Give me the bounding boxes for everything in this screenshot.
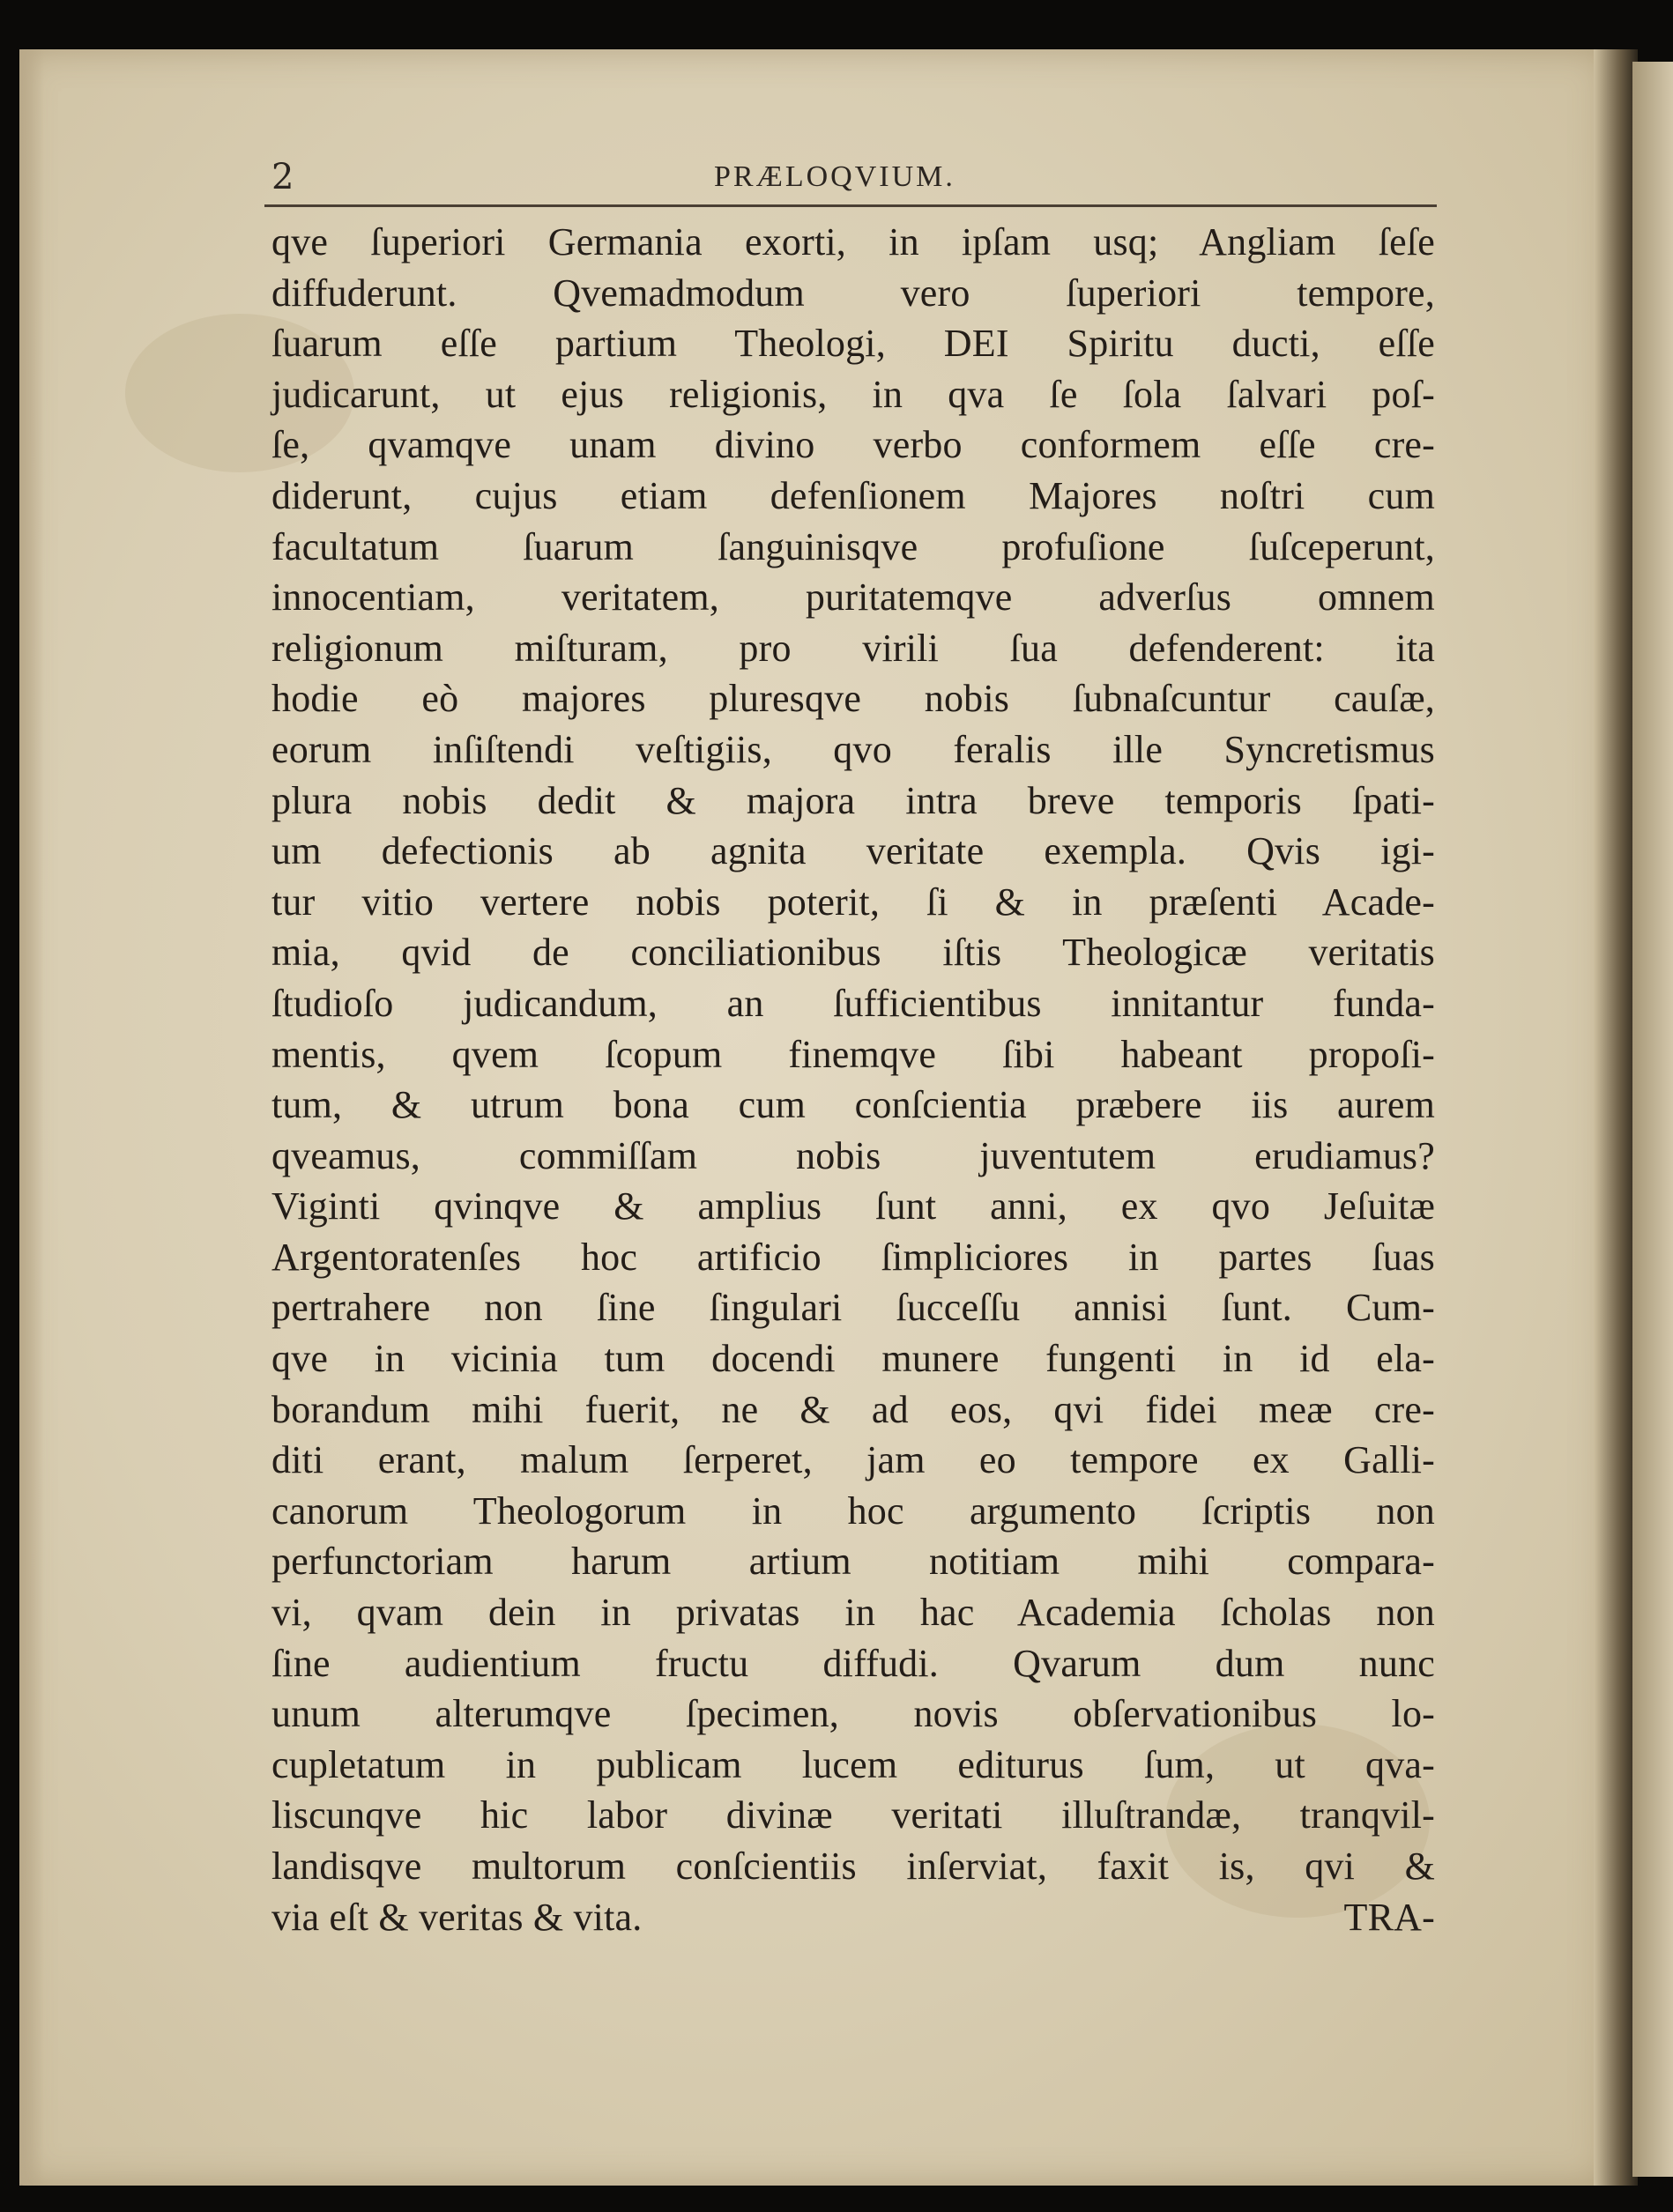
body-text <box>271 217 1435 1942</box>
facing-page-edge <box>1632 62 1673 2177</box>
page-edge-left <box>19 49 44 2186</box>
text-line: eorum inſiſtendi veſtigiis, qvo feralis ille Syncretismus <box>271 727 1435 771</box>
text-line: ſine audientium fructu diffudi. Qvarum dum nunc <box>271 1641 1435 1685</box>
text-line: Viginti qvinqve & amplius ſunt anni, ex qvo Jeſuitæ <box>271 1184 1435 1228</box>
final-sentence: via eſt & veritas & vita. <box>271 1895 643 1939</box>
text-line: innocentiam, veritatem, puritatemqve adverſus omnem <box>271 575 1435 620</box>
text-line: tum, & utrum bona cum conſcientia præbere iis aurem <box>271 1083 1435 1127</box>
text-line: hodie eò majores pluresqve nobis ſubnaſcuntur cauſæ, <box>271 677 1435 721</box>
book-gutter <box>1594 49 1638 2186</box>
text-line: tur vitio vertere nobis poterit, ſi & in præſenti Acade- <box>271 880 1435 924</box>
text-line: qve in vicinia tum docendi munere fungenti in id ela- <box>271 1337 1435 1381</box>
text-line: diderunt, cujus etiam defenſionem Majores noſtri cum <box>271 473 1435 517</box>
text-line: cupletatum in publicam lucem editurus ſum, ut qva- <box>271 1742 1435 1786</box>
text-line: Argentoratenſes hoc artificio ſimpliciores in partes ſuas <box>271 1235 1435 1279</box>
text-line: ſtudioſo judicandum, an ſufficientibus innitantur funda- <box>271 981 1435 1025</box>
text-line: ſuarum eſſe partium Theologi, DEI Spiritu ducti, eſſe <box>271 322 1435 366</box>
running-head: PRÆLOQVIUM. <box>714 160 955 193</box>
text-line: facultatum ſuarum ſanguinisqve profuſione ſuſceperunt, <box>271 524 1435 568</box>
text-line-last <box>271 1892 1435 1943</box>
text-line: um defectionis ab agnita veritate exempla. Qvis igi- <box>271 829 1435 873</box>
text-line: religionum miſturam, pro virili ſua defenderent: ita <box>271 626 1435 670</box>
text-line: diffuderunt. Qvemadmodum vero ſuperiori tempore, <box>271 271 1435 315</box>
text-line: vi, qvam dein in privatas in hac Academia ſcholas non <box>271 1591 1435 1635</box>
text-line: ſe, qvamqve unam divino verbo conformem eſſe cre- <box>271 423 1435 467</box>
text-line: pertrahere non ſine ſingulari ſucceſſu annisi ſunt. Cum- <box>271 1286 1435 1330</box>
text-line: perfunctoriam harum artium notitiam mihi compara- <box>271 1540 1435 1584</box>
text-line: plura nobis dedit & majora intra breve temporis ſpati- <box>271 778 1435 822</box>
text-line: borandum mihi fuerit, ne & ad eos, qvi fidei meæ cre- <box>271 1387 1435 1431</box>
page-header <box>264 148 1437 201</box>
catchword: TRA- <box>1343 1895 1435 1939</box>
text-line: unum alterumqve ſpecimen, novis obſervationibus lo- <box>271 1692 1435 1736</box>
text-line: diti erant, malum ſerperet, jam eo tempore ex Galli- <box>271 1438 1435 1482</box>
text-line: qve ſuperiori Germania exorti, in ipſam usq; Angliam ſeſe <box>271 220 1435 264</box>
text-line: liscunqve hic labor divinæ veritati illuſtrandæ, tranqvil- <box>271 1793 1435 1837</box>
text-line: mentis, qvem ſcopum finemqve ſibi habeant propoſi- <box>271 1032 1435 1076</box>
text-line: qveamus, commiſſam nobis juventutem erudiamus? <box>271 1133 1435 1177</box>
text-line: canorum Theologorum in hoc argumento ſcriptis non <box>271 1488 1435 1533</box>
page-number: 2 <box>271 157 294 197</box>
header-rule <box>264 204 1437 207</box>
text-line: mia, qvid de conciliationibus iſtis Theologicæ veritatis <box>271 931 1435 975</box>
text-line: landisqve multorum conſcientiis inſerviat, faxit is, qvi & <box>271 1845 1435 1888</box>
text-line: judicarunt, ut ejus religionis, in qva ſe ſola ſalvari poſ- <box>271 372 1435 416</box>
